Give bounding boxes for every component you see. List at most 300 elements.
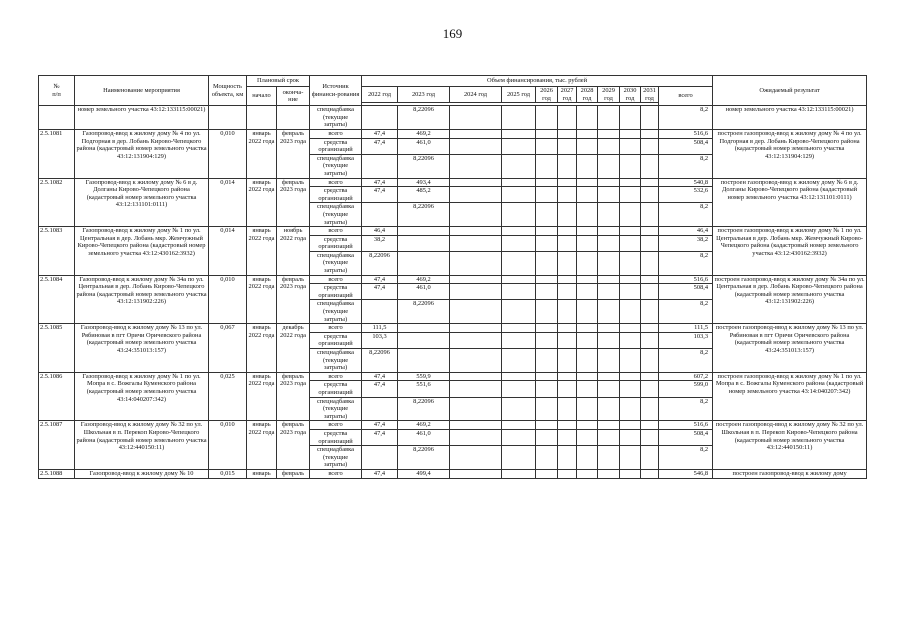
- cell-2023: [398, 332, 450, 348]
- cell-2022: 8,22096: [362, 349, 398, 373]
- cell-2027: [558, 138, 577, 154]
- row-capacity: [209, 106, 247, 130]
- cell-2026: [536, 138, 558, 154]
- cell-2023: 493,4: [398, 178, 450, 187]
- cell-2031: [641, 446, 659, 470]
- row-end: февраль: [277, 469, 310, 478]
- cell-2029: [598, 429, 620, 445]
- cell-2025: [502, 446, 536, 470]
- cell-2027: [558, 154, 577, 178]
- cell-2023: 8,22096: [398, 446, 450, 470]
- cell-2026: [536, 381, 558, 397]
- cell-2026: [536, 284, 558, 300]
- cell-2026: [536, 421, 558, 430]
- row-end: февраль 2023 года: [277, 372, 310, 421]
- cell-2029: [598, 129, 620, 138]
- cell-2022: 103,3: [362, 332, 398, 348]
- cell-2025: [502, 138, 536, 154]
- cell-2026: [536, 397, 558, 421]
- cell-total: 8,2: [659, 397, 713, 421]
- col-result-header: Ожидаемый результат: [713, 76, 867, 106]
- cell-2029: [598, 324, 620, 333]
- cell-2030: [620, 381, 641, 397]
- cell-2026: [536, 235, 558, 251]
- cell-2022: [362, 300, 398, 324]
- cell-2023: 461,0: [398, 429, 450, 445]
- row-start: январь 2022 года: [247, 421, 277, 470]
- cell-2022: 47,4: [362, 138, 398, 154]
- cell-2023: [398, 235, 450, 251]
- cell-2030: [620, 129, 641, 138]
- cell-2025: [502, 397, 536, 421]
- cell-2030: [620, 324, 641, 333]
- row-name: Газопровод-ввод к жилому дому № 13 по ул. Рябиновая в пгт Оричи Оричевского района (кадастровый номер земельного участка 43:24:351013:157): [75, 324, 209, 373]
- col-name-header: Наименование мероприятия: [75, 76, 209, 106]
- table-row: [39, 106, 867, 130]
- cell-2025: [502, 154, 536, 178]
- cell-2025: [502, 187, 536, 203]
- cell-2022: 46,4: [362, 227, 398, 236]
- col-volume-header: Объем финансирования, тыс. рублей: [362, 76, 713, 87]
- cell-total: 599,0: [659, 381, 713, 397]
- cell-2024: [450, 300, 502, 324]
- cell-2027: [558, 332, 577, 348]
- row-source: всего: [310, 178, 362, 187]
- cell-total: 607,2: [659, 372, 713, 381]
- row-end: февраль 2023 года: [277, 129, 310, 178]
- cell-2022: [362, 106, 398, 130]
- cell-2031: [641, 138, 659, 154]
- cell-2025: [502, 203, 536, 227]
- cell-2030: [620, 446, 641, 470]
- row-start: январь 2022 года: [247, 129, 277, 178]
- cell-2024: [450, 284, 502, 300]
- cell-2024: [450, 187, 502, 203]
- row-result: построен газопровод-ввод к жилому дому № 4 по ул. Подгорная в дер. Лобань Кирово-Чепецкого района (кадастровый номер земельного участка 43:12:131904:129): [713, 129, 867, 178]
- year-2027-header: 2027 год: [558, 87, 577, 103]
- cell-2031: [641, 372, 659, 381]
- cell-2031: [641, 332, 659, 348]
- cell-2028: [577, 284, 598, 300]
- cell-2023: 461,0: [398, 138, 450, 154]
- cell-2026: [536, 469, 558, 478]
- cell-2027: [558, 275, 577, 284]
- cell-2030: [620, 154, 641, 178]
- cell-2027: [558, 227, 577, 236]
- row-result: построен газопровод-ввод к жилому дому № 6 в д. Долганы Кирово-Чепецкого района (кадастровый номер земельного участка 43:12:131101:0111): [713, 178, 867, 227]
- cell-2031: [641, 251, 659, 275]
- cell-2031: [641, 203, 659, 227]
- cell-total: 8,2: [659, 251, 713, 275]
- row-end: февраль 2023 года: [277, 275, 310, 324]
- col-start-header: начало: [247, 87, 277, 106]
- cell-2029: [598, 251, 620, 275]
- cell-2024: [450, 429, 502, 445]
- year-2026-header: 2026 год: [536, 87, 558, 103]
- cell-2027: [558, 372, 577, 381]
- cell-2027: [558, 129, 577, 138]
- row-end: ноябрь 2022 года: [277, 227, 310, 276]
- cell-2023: 551,6: [398, 381, 450, 397]
- cell-2022: [362, 446, 398, 470]
- cell-2025: [502, 235, 536, 251]
- cell-2029: [598, 446, 620, 470]
- cell-2029: [598, 349, 620, 373]
- row-capacity: 0,014: [209, 178, 247, 227]
- cell-2031: [641, 421, 659, 430]
- cell-2029: [598, 397, 620, 421]
- col-period-header: Плановый срок: [247, 76, 310, 87]
- cell-2027: [558, 446, 577, 470]
- cell-2026: [536, 300, 558, 324]
- cell-total: 103,3: [659, 332, 713, 348]
- cell-2029: [598, 421, 620, 430]
- cell-2027: [558, 251, 577, 275]
- year-2025-header: 2025 год: [502, 87, 536, 103]
- cell-2027: [558, 421, 577, 430]
- row-source: спецнадбавка (текущие затраты): [310, 251, 362, 275]
- cell-2030: [620, 284, 641, 300]
- row-source: спецнадбавка (текущие затраты): [310, 349, 362, 373]
- cell-2024: [450, 251, 502, 275]
- cell-total: 532,6: [659, 187, 713, 203]
- row-name: Газопровод-ввод к жилому дому № 10: [75, 469, 209, 478]
- row-source: спецнадбавка (текущие затраты): [310, 300, 362, 324]
- row-capacity: 0,010: [209, 129, 247, 178]
- row-capacity: 0,067: [209, 324, 247, 373]
- cell-2023: 8,22096: [398, 154, 450, 178]
- cell-2023: 8,22096: [398, 397, 450, 421]
- cell-2027: [558, 106, 577, 130]
- cell-2026: [536, 251, 558, 275]
- cell-total: 508,4: [659, 138, 713, 154]
- row-source: спецнадбавка (текущие затраты): [310, 397, 362, 421]
- row-name: Газопровод-ввод к жилому дому № 34а по ул. Центральная в дер. Лобань Кирово-Чепецкого района (кадастровый номер земельного участка 43:12:131902:226): [75, 275, 209, 324]
- row-source: средства организаций: [310, 332, 362, 348]
- cell-2027: [558, 203, 577, 227]
- cell-2030: [620, 332, 641, 348]
- cell-2025: [502, 372, 536, 381]
- cell-2024: [450, 227, 502, 236]
- cell-2025: [502, 106, 536, 130]
- cell-2023: 559,9: [398, 372, 450, 381]
- cell-2022: 47,4: [362, 421, 398, 430]
- cell-2023: 8,22096: [398, 203, 450, 227]
- cell-2031: [641, 429, 659, 445]
- cell-2022: 47,4: [362, 372, 398, 381]
- row-capacity: 0,025: [209, 372, 247, 421]
- cell-2026: [536, 227, 558, 236]
- cell-2027: [558, 469, 577, 478]
- cell-2027: [558, 187, 577, 203]
- cell-2022: 47,4: [362, 284, 398, 300]
- cell-2026: [536, 129, 558, 138]
- cell-2030: [620, 187, 641, 203]
- row-result: построен газопровод-ввод к жилому дому № 13 по ул. Рябиновая в пгт Оричи Оричевского района (кадастровый номер земельного участка 43:24:351013:157): [713, 324, 867, 373]
- cell-2030: [620, 372, 641, 381]
- row-source: всего: [310, 372, 362, 381]
- cell-total: 46,4: [659, 227, 713, 236]
- cell-2023: 485,2: [398, 187, 450, 203]
- row-source: средства организаций: [310, 429, 362, 445]
- cell-total: 8,2: [659, 349, 713, 373]
- cell-2024: [450, 381, 502, 397]
- cell-2030: [620, 203, 641, 227]
- cell-2027: [558, 397, 577, 421]
- row-source: спецнадбавка (текущие затраты): [310, 154, 362, 178]
- cell-2031: [641, 227, 659, 236]
- cell-2022: 111,5: [362, 324, 398, 333]
- cell-2026: [536, 332, 558, 348]
- page-number: 169: [442, 26, 463, 41]
- row-name: Газопровод-ввод к жилому дому № 1 по ул. Мопра в с. Вожгалы Куменского района (кадастровый номер земельного участка 43:14:040207:342): [75, 372, 209, 421]
- cell-2029: [598, 332, 620, 348]
- cell-2025: [502, 381, 536, 397]
- cell-2026: [536, 275, 558, 284]
- cell-2026: [536, 178, 558, 187]
- row-source: всего: [310, 275, 362, 284]
- cell-2024: [450, 275, 502, 284]
- row-source: спецнадбавка (текущие затраты): [310, 203, 362, 227]
- cell-2025: [502, 300, 536, 324]
- cell-2029: [598, 203, 620, 227]
- cell-2029: [598, 227, 620, 236]
- year-2031-header: 2031 год: [641, 87, 659, 103]
- cell-2031: [641, 275, 659, 284]
- cell-2027: [558, 381, 577, 397]
- cell-2030: [620, 469, 641, 478]
- year-2022-header: 2022 год: [362, 87, 398, 103]
- cell-2022: [362, 203, 398, 227]
- cell-2027: [558, 349, 577, 373]
- cell-2031: [641, 300, 659, 324]
- cell-2023: [398, 251, 450, 275]
- cell-2026: [536, 106, 558, 130]
- row-num: 2.5.1088: [39, 469, 75, 478]
- cell-2029: [598, 154, 620, 178]
- cell-2025: [502, 324, 536, 333]
- table-row: [39, 129, 867, 138]
- row-result: построен газопровод-ввод к жилому дому № 32 по ул. Школьная в п. Перекоп Кирово-Чепецкого района (кадастровый номер земельного участка 43:12:440150:11): [713, 421, 867, 470]
- col-end-header: оконча-ние: [277, 87, 310, 106]
- cell-total: 8,2: [659, 446, 713, 470]
- row-start: январь 2022 года: [247, 324, 277, 373]
- row-num: 2.5.1083: [39, 227, 75, 276]
- cell-2028: [577, 138, 598, 154]
- cell-2029: [598, 469, 620, 478]
- cell-2024: [450, 421, 502, 430]
- row-num: 2.5.1084: [39, 275, 75, 324]
- cell-2025: [502, 349, 536, 373]
- row-capacity: 0,014: [209, 227, 247, 276]
- cell-2022: [362, 154, 398, 178]
- cell-2026: [536, 446, 558, 470]
- cell-2028: [577, 129, 598, 138]
- cell-2024: [450, 154, 502, 178]
- cell-2024: [450, 138, 502, 154]
- cell-2031: [641, 235, 659, 251]
- cell-2026: [536, 187, 558, 203]
- cell-2029: [598, 138, 620, 154]
- row-source: средства организаций: [310, 284, 362, 300]
- cell-2022: [362, 397, 398, 421]
- table-row: [39, 421, 867, 430]
- row-end: [277, 106, 310, 130]
- row-start: январь 2022 года: [247, 372, 277, 421]
- row-source: средства организаций: [310, 235, 362, 251]
- cell-2031: [641, 284, 659, 300]
- row-end: декабрь 2022 года: [277, 324, 310, 373]
- row-source: спецнадбавка (текущие затраты): [310, 446, 362, 470]
- cell-2025: [502, 178, 536, 187]
- cell-2022: 47,4: [362, 275, 398, 284]
- row-source: всего: [310, 469, 362, 478]
- row-name: Газопровод-ввод к жилому дому № 1 по ул. Центральная в дер. Лобань мкр. Жемчужный Кирово-Чепецкого района (кадастровый номер земельного участка 43:12:430162:3932): [75, 227, 209, 276]
- cell-2022: 47,4: [362, 178, 398, 187]
- cell-2030: [620, 421, 641, 430]
- row-result: построен газопровод-ввод к жилому дому № 1 по ул. Мопра в с. Вожгалы Куменского района (кадастровый номер земельного участка 43:14:040207:342): [713, 372, 867, 421]
- row-result: построен газопровод-ввод к жилому дому: [713, 469, 867, 478]
- row-source: средства организаций: [310, 138, 362, 154]
- table-row: [39, 372, 867, 381]
- cell-2022: 47,4: [362, 469, 398, 478]
- cell-2031: [641, 187, 659, 203]
- cell-2023: 469,2: [398, 421, 450, 430]
- cell-2029: [598, 300, 620, 324]
- table-row: [39, 227, 867, 236]
- cell-2031: [641, 469, 659, 478]
- cell-2031: [641, 154, 659, 178]
- cell-2030: [620, 300, 641, 324]
- cell-2024: [450, 129, 502, 138]
- cell-2022: 47,4: [362, 187, 398, 203]
- row-name: Газопровод-ввод к жилому дому № 4 по ул. Подгорная в дер. Лобань Кирово-Чепецкого района (кадастровый номер земельного участка 43:12:131904:129): [75, 129, 209, 178]
- cell-2028: [577, 235, 598, 251]
- table-row: [39, 178, 867, 187]
- row-start: январь 2022 года: [247, 275, 277, 324]
- cell-2025: [502, 275, 536, 284]
- cell-2027: [558, 178, 577, 187]
- row-end: февраль 2023 года: [277, 421, 310, 470]
- year-2023-header: 2023 год: [398, 87, 450, 103]
- row-num: 2.5.1082: [39, 178, 75, 227]
- cell-2031: [641, 106, 659, 130]
- row-name: номер земельного участка 43:12:133115:00021): [75, 106, 209, 130]
- cell-2028: [577, 324, 598, 333]
- cell-2026: [536, 372, 558, 381]
- row-end: февраль 2023 года: [277, 178, 310, 227]
- cell-2022: 38,2: [362, 235, 398, 251]
- cell-2031: [641, 129, 659, 138]
- cell-2028: [577, 187, 598, 203]
- cell-2026: [536, 349, 558, 373]
- cell-2024: [450, 178, 502, 187]
- cell-2031: [641, 349, 659, 373]
- cell-2029: [598, 106, 620, 130]
- cell-2022: 47,4: [362, 429, 398, 445]
- cell-2026: [536, 154, 558, 178]
- cell-total: 516,6: [659, 129, 713, 138]
- cell-2028: [577, 349, 598, 373]
- cell-2028: [577, 251, 598, 275]
- cell-2031: [641, 178, 659, 187]
- cell-2030: [620, 106, 641, 130]
- cell-2023: 469,2: [398, 129, 450, 138]
- row-source: всего: [310, 324, 362, 333]
- cell-2024: [450, 332, 502, 348]
- cell-2025: [502, 421, 536, 430]
- row-source: средства организаций: [310, 381, 362, 397]
- col-source-header: Источник финанси-рования: [310, 76, 362, 106]
- cell-2030: [620, 178, 641, 187]
- cell-2024: [450, 372, 502, 381]
- cell-2028: [577, 332, 598, 348]
- cell-total: 516,6: [659, 275, 713, 284]
- row-source: всего: [310, 421, 362, 430]
- row-capacity: 0,010: [209, 421, 247, 470]
- cell-2030: [620, 429, 641, 445]
- cell-2029: [598, 187, 620, 203]
- cell-total: 8,2: [659, 203, 713, 227]
- cell-total: 8,2: [659, 106, 713, 130]
- cell-2025: [502, 429, 536, 445]
- table-row: [39, 324, 867, 333]
- cell-2028: [577, 381, 598, 397]
- cell-2030: [620, 227, 641, 236]
- cell-total: 38,2: [659, 235, 713, 251]
- row-source: средства организаций: [310, 187, 362, 203]
- cell-2022: 47,4: [362, 381, 398, 397]
- cell-2028: [577, 227, 598, 236]
- table-row: [39, 275, 867, 284]
- cell-total: 508,4: [659, 429, 713, 445]
- row-num: [39, 106, 75, 130]
- cell-2031: [641, 381, 659, 397]
- cell-2025: [502, 129, 536, 138]
- cell-2030: [620, 235, 641, 251]
- financing-table: [38, 75, 867, 479]
- cell-2028: [577, 446, 598, 470]
- cell-2030: [620, 397, 641, 421]
- cell-2027: [558, 429, 577, 445]
- cell-2024: [450, 235, 502, 251]
- table-row: [39, 469, 867, 478]
- cell-2029: [598, 372, 620, 381]
- cell-2025: [502, 284, 536, 300]
- cell-2028: [577, 154, 598, 178]
- cell-2029: [598, 284, 620, 300]
- cell-2025: [502, 227, 536, 236]
- cell-2028: [577, 203, 598, 227]
- cell-2029: [598, 275, 620, 284]
- cell-2028: [577, 300, 598, 324]
- row-source: спецнадбавка (текущие затраты): [310, 106, 362, 130]
- cell-2028: [577, 106, 598, 130]
- cell-2028: [577, 429, 598, 445]
- year-2024-header: 2024 год: [450, 87, 502, 103]
- cell-2026: [536, 203, 558, 227]
- cell-2023: [398, 324, 450, 333]
- cell-2027: [558, 300, 577, 324]
- row-name: Газопровод-ввод к жилому дому № 32 по ул. Школьная в п. Перекоп Кирово-Чепецкого района (кадастровый номер земельного участка 43:12:440150:11): [75, 421, 209, 470]
- cell-2025: [502, 332, 536, 348]
- year-2030-header: 2030 год: [620, 87, 641, 103]
- cell-2027: [558, 284, 577, 300]
- row-result: номер земельного участка 43:12:133115:00021): [713, 106, 867, 130]
- cell-2029: [598, 178, 620, 187]
- cell-2024: [450, 324, 502, 333]
- row-num: 2.5.1085: [39, 324, 75, 373]
